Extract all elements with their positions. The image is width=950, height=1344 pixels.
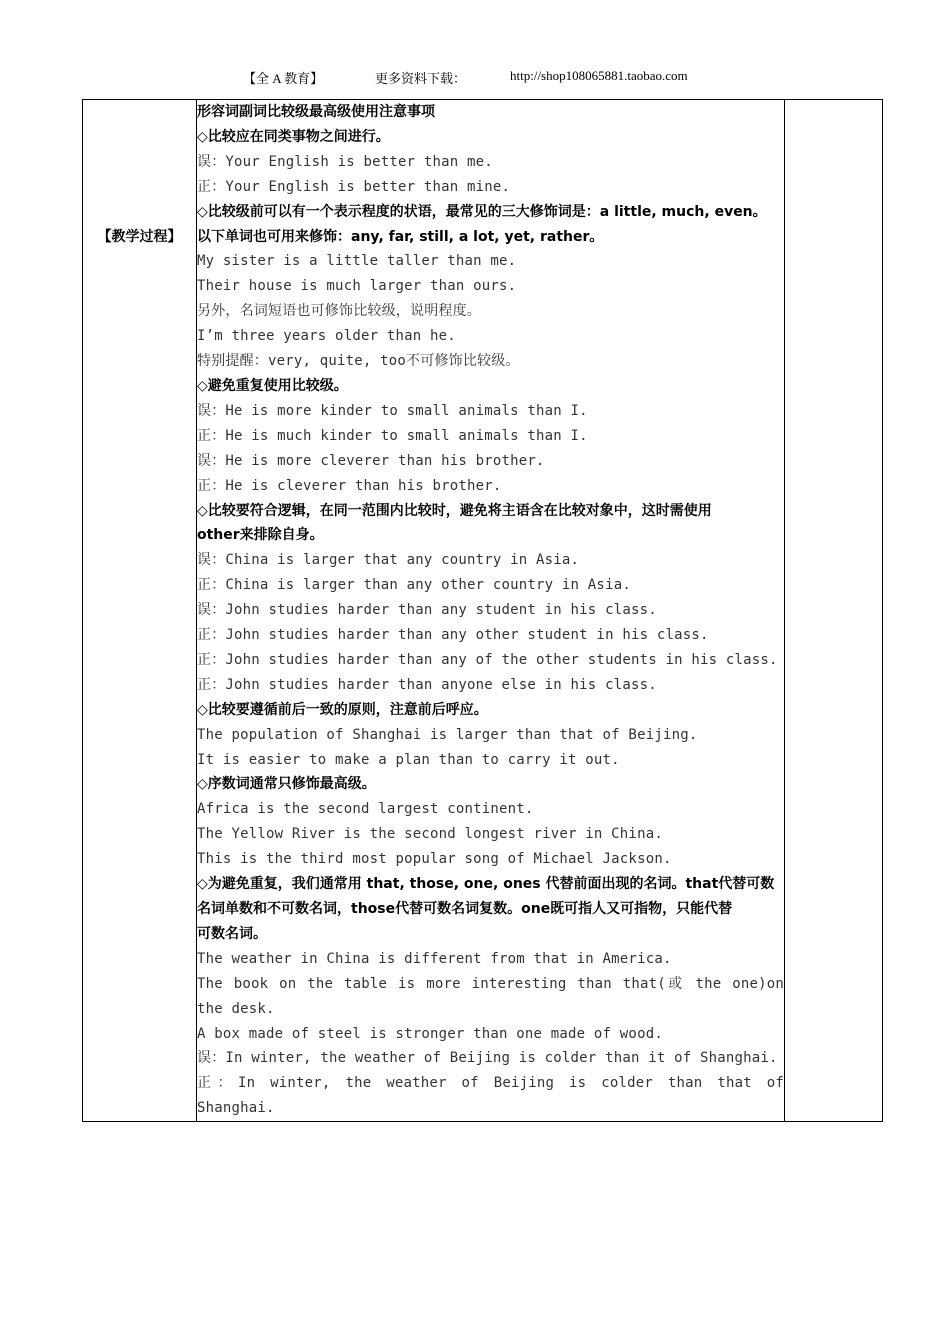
content-text-line: 误：He is more kinder to small animals than I. [197, 402, 588, 419]
content-text-line: The population of Shanghai is larger than that of Beijing. [197, 726, 698, 743]
content-text-line: Their house is much larger than ours. [197, 278, 517, 295]
content-heading-line: ◇为避免重复，我们通常用 that, those, one, ones 代替前面出现的名词。that代替可数 [197, 876, 775, 893]
section-label: 【教学过程】 [97, 229, 182, 245]
content-text-line: 误：He is more cleverer than his brother. [197, 452, 545, 469]
content-heading-line: ◇比较应在同类事物之间进行。 [197, 128, 390, 145]
content-heading-line: 名词单数和不可数名词，those代替可数名词复数。one既可指人又可指物，只能代替 [197, 901, 733, 917]
content-text-line: The weather in China is different from that in America. [197, 950, 672, 967]
content-text-line: A box made of steel is stronger than one made of wood. [197, 1025, 663, 1042]
content-lines [197, 100, 793, 1121]
content-text-line: 误：John studies harder than any student in his class. [197, 602, 657, 619]
lesson-table [82, 99, 883, 1122]
content-text-line: I’m three years older than he. [197, 328, 456, 345]
content-text-line: Africa is the second largest continent. [197, 801, 534, 818]
content-heading-line: 可数名词。 [197, 925, 267, 942]
content-text-line: It is easier to make a plan than to carry it out. [197, 751, 620, 768]
content-heading-line: ◇比较要符合逻辑，在同一范围内比较时，避免将主语含在比较对象中，这时需使用 [197, 502, 712, 519]
page-header [0, 68, 950, 88]
content-text-line: This is the third most popular song of Michael Jackson. [197, 851, 672, 868]
content-text-line: 误：In winter, the weather of Beijing is colder than it of Shanghai. [197, 1050, 778, 1067]
content-text-line: 正：He is much kinder to small animals than I. [197, 427, 588, 444]
content-text-line: 正：He is cleverer than his brother. [197, 477, 502, 494]
content-text-line: 正：John studies harder than anyone else in his class. [197, 676, 657, 693]
content-text-line: 正：In winter, the weather of Beijing is colder than that of Shanghai. [197, 1075, 793, 1117]
content-heading-line: ◇比较级前可以有一个表示程度的状语，最常见的三大修饰词是：a little, much, even。 [197, 203, 767, 220]
content-text-line: 正：Your English is better than mine. [197, 178, 511, 195]
content-heading-line: ◇避免重复使用比较级。 [197, 377, 348, 394]
content-heading-line: 形容词副词比较级最高级使用注意事项 [197, 104, 435, 120]
header-download-label: 更多资料下载： [375, 71, 467, 86]
content-text-line: 另外，名词短语也可修饰比较级，说明程度。 [197, 303, 481, 320]
content-text-line: My sister is a little taller than me. [197, 253, 517, 270]
content-text-line: 正：China is larger than any other country in Asia. [197, 577, 631, 594]
content-text-line: 正：John studies harder than any other student in his class. [197, 627, 709, 644]
content-text-line: 误：China is larger that any country in Asia. [197, 552, 580, 569]
content-heading-line: ◇序数词通常只修饰最高级。 [197, 776, 376, 793]
content-heading-line: ◇比较要遵循前后一致的原则，注意前后呼应。 [197, 701, 488, 718]
content-cell [197, 100, 793, 1122]
header-shop-link[interactable]: http://shop108065881.taobao.com [510, 68, 688, 83]
section-label-cell [83, 100, 197, 1122]
content-heading-line: 以下单词也可用来修饰：any, far, still, a lot, yet, rather。 [197, 228, 604, 245]
content-text-line: The Yellow River is the second longest river in China. [197, 826, 663, 843]
content-text-line: 正：John studies harder than any of the other students in his class. [197, 651, 778, 668]
header-brand: 【全 A 教育】 [243, 71, 324, 86]
content-heading-line: other来排除自身。 [197, 527, 324, 544]
content-text-line: 误：Your English is better than me. [197, 153, 493, 170]
notes-cell [785, 100, 883, 1122]
content-text-line: 特别提醒：very, quite, too不可修饰比较级。 [197, 353, 520, 370]
content-text-line: The book on the table is more interesting than that(或 the one)on the desk. [197, 975, 793, 1017]
